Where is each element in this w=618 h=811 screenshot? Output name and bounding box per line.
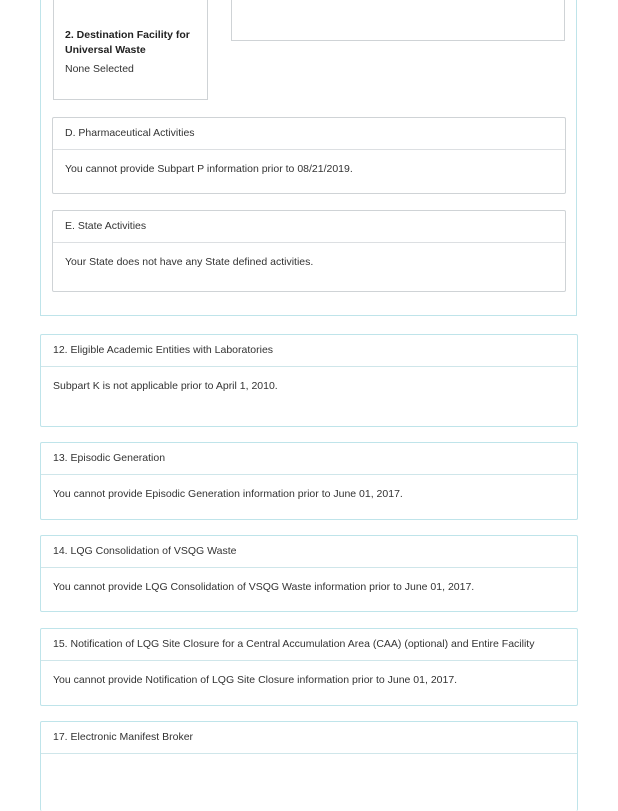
state-activities-card	[52, 210, 566, 292]
adjacent-field-box	[231, 0, 565, 41]
state-activities-header: E. State Activities	[53, 211, 565, 243]
pharmaceutical-activities-message: You cannot provide Subpart P information prior to 08/21/2019.	[65, 163, 353, 175]
academic-entities-header: 12. Eligible Academic Entities with Laboratories	[41, 335, 577, 367]
pharmaceutical-activities-card	[52, 117, 566, 194]
electronic-manifest-broker-header: 17. Electronic Manifest Broker	[41, 722, 577, 754]
lqg-site-closure-message: You cannot provide Notification of LQG Site Closure information prior to June 01, 2017.	[53, 674, 458, 686]
destination-facility-value: None Selected	[65, 63, 134, 75]
episodic-generation-card	[40, 442, 578, 520]
lqg-site-closure-header: 15. Notification of LQG Site Closure for a Central Accumulation Area (CAA) (optional) and Entire Facility	[41, 629, 577, 661]
lqg-consolidation-card	[40, 535, 578, 612]
lqg-site-closure-card	[40, 628, 578, 706]
destination-facility-title: 2. Destination Facility for Universal Waste	[65, 29, 190, 56]
state-activities-message: Your State does not have any State defined activities.	[65, 256, 314, 268]
lqg-consolidation-message: You cannot provide LQG Consolidation of VSQG Waste information prior to June 01, 2017.	[53, 581, 475, 593]
lqg-consolidation-header: 14. LQG Consolidation of VSQG Waste	[41, 536, 577, 568]
episodic-generation-message: You cannot provide Episodic Generation information prior to June 01, 2017.	[53, 488, 403, 500]
electronic-manifest-broker-body	[41, 754, 577, 767]
academic-entities-message: Subpart K is not applicable prior to April 1, 2010.	[53, 380, 278, 392]
destination-facility-box	[53, 0, 208, 100]
pharmaceutical-activities-header: D. Pharmaceutical Activities	[53, 118, 565, 150]
episodic-generation-header: 13. Episodic Generation	[41, 443, 577, 475]
electronic-manifest-broker-card	[40, 721, 578, 811]
academic-entities-card	[40, 334, 578, 427]
